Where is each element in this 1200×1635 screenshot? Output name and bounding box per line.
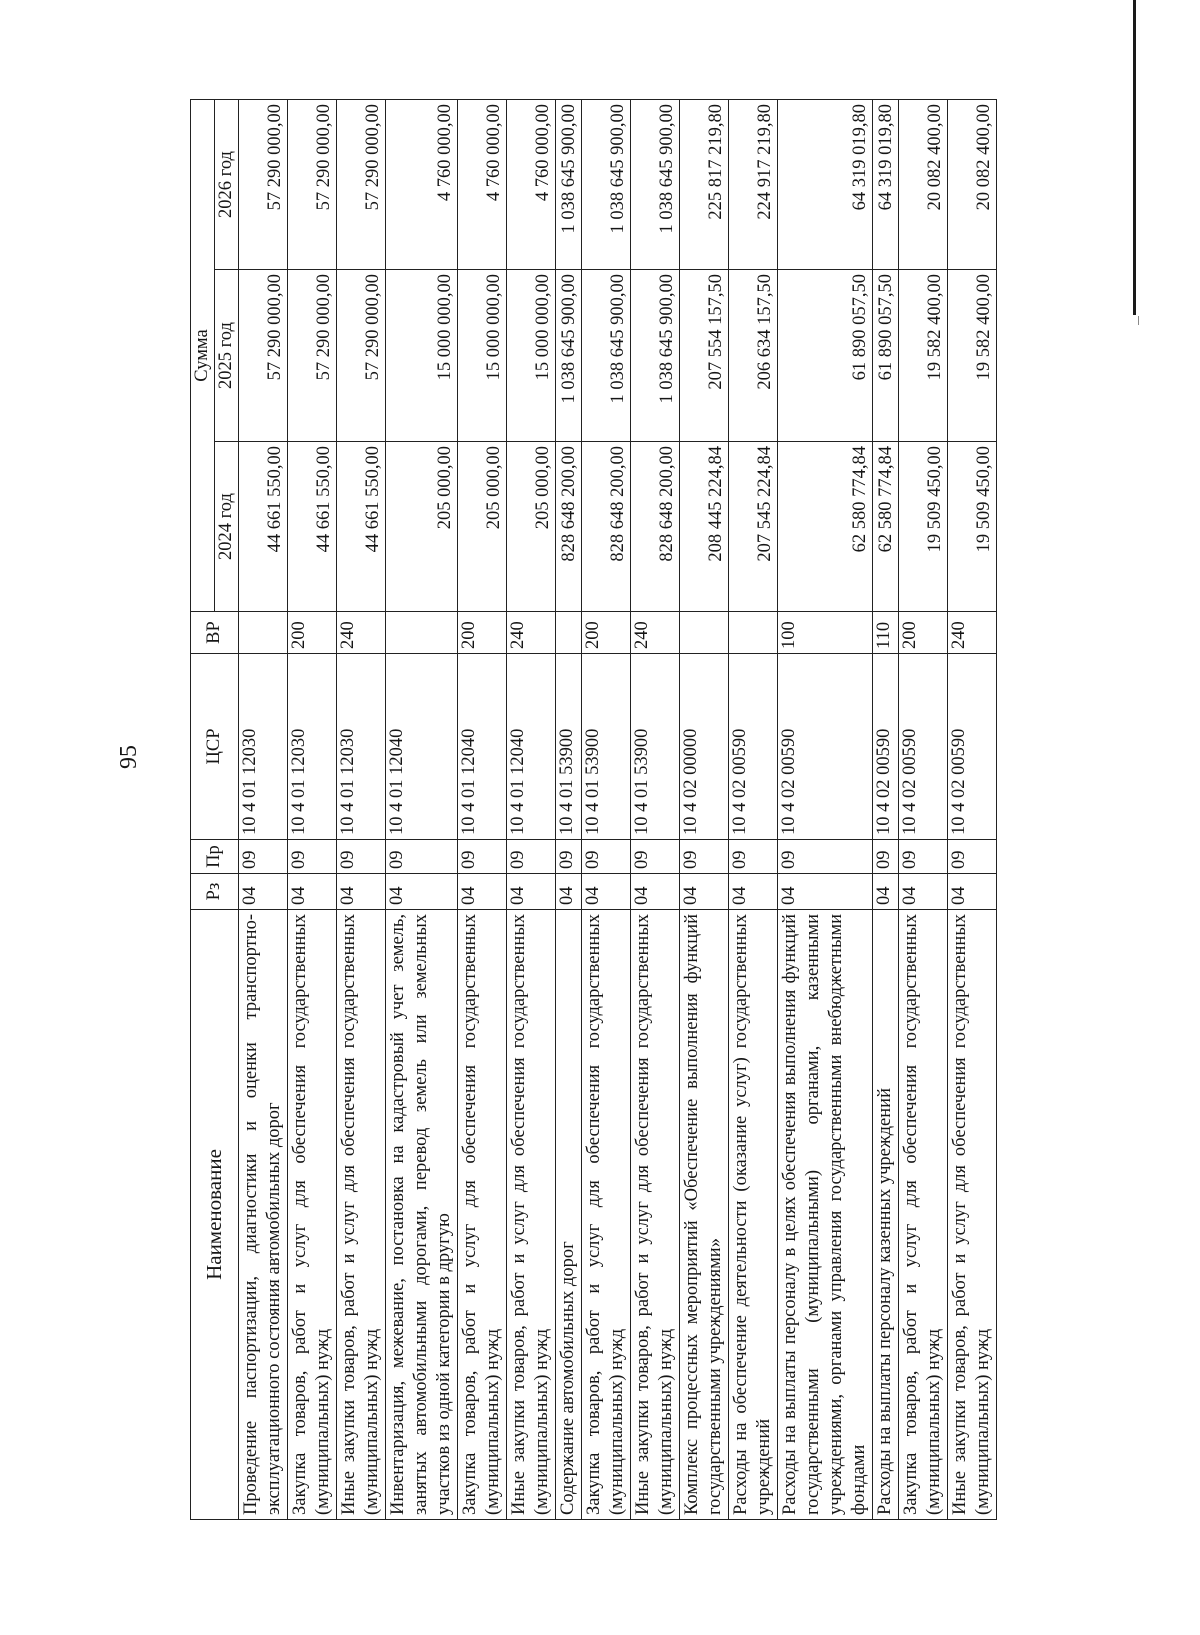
table-row: [386, 99, 458, 1519]
binding-tick: [1138, 316, 1139, 325]
row-pr: 09: [873, 840, 899, 874]
table-row: [680, 99, 729, 1519]
row-vr: 110: [873, 612, 899, 654]
binding-line: [1133, 0, 1136, 315]
row-name: Проведение паспортизации, диагностики и оценки транспортно-эксплуатационного состояния автомобильных дорог: [239, 910, 288, 1520]
row-pr: 09: [556, 840, 582, 874]
header-2026: 2026 год: [215, 99, 239, 269]
row-amount-2026: 64 319 019,80: [778, 99, 873, 269]
row-pr: 09: [288, 840, 337, 874]
row-amount-2025: 61 890 057,50: [778, 270, 873, 442]
row-csr: 10 4 01 53900: [631, 654, 680, 840]
rotated-table-sheet: [190, 99, 997, 1520]
row-amount-2025: 15 000 000,00: [507, 270, 556, 442]
row-pr: 09: [729, 840, 778, 874]
row-vr: 240: [507, 612, 556, 654]
row-amount-2026: 1 038 645 900,00: [631, 99, 680, 269]
table-row: [507, 99, 556, 1519]
row-name: Иные закупки товаров, работ и услуг для обеспечения государственных (муниципальных) нужд: [948, 910, 997, 1520]
header-sum: Сумма: [191, 99, 215, 611]
row-amount-2024: 205 000,00: [386, 442, 458, 612]
row-amount-2026: 64 319 019,80: [873, 99, 899, 269]
row-csr: 10 4 02 00590: [873, 654, 899, 840]
row-name: Закупка товаров, работ и услуг для обеспечения государственных (муниципальных) нужд: [899, 910, 948, 1520]
row-vr: [239, 612, 288, 654]
row-name: Инвентаризация, межевание, постановка на кадастровый учет земель, занятых автомобильными дорогами, перевод земель или земельных участков из одной категории в другую: [386, 910, 458, 1520]
row-vr: 200: [288, 612, 337, 654]
row-amount-2024: 62 580 774,84: [873, 442, 899, 612]
row-amount-2024: 44 661 550,00: [239, 442, 288, 612]
row-amount-2026: 1 038 645 900,00: [556, 99, 582, 269]
row-amount-2025: 19 582 400,00: [948, 270, 997, 442]
row-amount-2025: 1 038 645 900,00: [631, 270, 680, 442]
row-name: Расходы на выплаты персоналу в целях обеспечения выполнения функций государственными (муниципальными) органами, казенными учреждениями, органами управления государственными внебюджетными фондами: [778, 910, 873, 1520]
row-amount-2024: 19 509 450,00: [948, 442, 997, 612]
table-row: [778, 99, 873, 1519]
row-amount-2026: 1 038 645 900,00: [582, 99, 631, 269]
row-amount-2024: 62 580 774,84: [778, 442, 873, 612]
row-pr: 09: [458, 840, 507, 874]
row-csr: 10 4 01 12040: [458, 654, 507, 840]
row-pr: 09: [899, 840, 948, 874]
header-2025: 2025 год: [215, 270, 239, 442]
row-csr: 10 4 01 12040: [507, 654, 556, 840]
table-row: [631, 99, 680, 1519]
row-amount-2025: 19 582 400,00: [899, 270, 948, 442]
row-pr: 09: [337, 840, 386, 874]
row-amount-2024: 19 509 450,00: [899, 442, 948, 612]
row-rz: 04: [582, 874, 631, 910]
row-amount-2025: 15 000 000,00: [458, 270, 507, 442]
row-pr: 09: [680, 840, 729, 874]
row-name: Иные закупки товаров, работ и услуг для обеспечения государственных (муниципальных) нужд: [631, 910, 680, 1520]
row-rz: 04: [507, 874, 556, 910]
row-csr: 10 4 01 12030: [337, 654, 386, 840]
row-csr: 10 4 01 53900: [556, 654, 582, 840]
row-rz: 04: [288, 874, 337, 910]
row-vr: 100: [778, 612, 873, 654]
row-pr: 09: [582, 840, 631, 874]
row-rz: 04: [729, 874, 778, 910]
row-amount-2024: 828 648 200,00: [631, 442, 680, 612]
row-pr: 09: [948, 840, 997, 874]
row-amount-2025: 1 038 645 900,00: [556, 270, 582, 442]
row-csr: 10 4 02 00590: [778, 654, 873, 840]
row-csr: 10 4 02 00590: [729, 654, 778, 840]
row-vr: 240: [337, 612, 386, 654]
table-row: [458, 99, 507, 1519]
header-2024: 2024 год: [215, 442, 239, 612]
row-name: Закупка товаров, работ и услуг для обеспечения государственных (муниципальных) нужд: [458, 910, 507, 1520]
row-csr: 10 4 01 12040: [386, 654, 458, 840]
row-amount-2024: 828 648 200,00: [582, 442, 631, 612]
row-amount-2024: 44 661 550,00: [288, 442, 337, 612]
row-amount-2024: 44 661 550,00: [337, 442, 386, 612]
table-row: [873, 99, 899, 1519]
row-name: Расходы на выплаты персоналу казенных учреждений: [873, 910, 899, 1520]
row-amount-2025: 57 290 000,00: [288, 270, 337, 442]
row-amount-2025: 1 038 645 900,00: [582, 270, 631, 442]
row-amount-2026: 20 082 400,00: [948, 99, 997, 269]
row-pr: 09: [507, 840, 556, 874]
row-rz: 04: [631, 874, 680, 910]
table-row: [288, 99, 337, 1519]
row-name: Иные закупки товаров, работ и услуг для обеспечения государственных (муниципальных) нужд: [507, 910, 556, 1520]
row-vr: [556, 612, 582, 654]
row-rz: 04: [899, 874, 948, 910]
row-vr: 200: [458, 612, 507, 654]
row-amount-2026: 224 917 219,80: [729, 99, 778, 269]
row-amount-2024: 208 445 224,84: [680, 442, 729, 612]
header-vr: ВР: [191, 612, 239, 654]
table-row: [899, 99, 948, 1519]
table-row: [337, 99, 386, 1519]
header-pr: Пр: [191, 840, 239, 874]
row-rz: 04: [386, 874, 458, 910]
row-rz: 04: [556, 874, 582, 910]
row-amount-2024: 205 000,00: [458, 442, 507, 612]
row-rz: 04: [948, 874, 997, 910]
table-row: [729, 99, 778, 1519]
row-rz: 04: [458, 874, 507, 910]
row-amount-2026: 225 817 219,80: [680, 99, 729, 269]
row-pr: 09: [239, 840, 288, 874]
row-amount-2025: 57 290 000,00: [337, 270, 386, 442]
row-name: Иные закупки товаров, работ и услуг для обеспечения государственных (муниципальных) нужд: [337, 910, 386, 1520]
row-name: Комплекс процессных мероприятий «Обеспечение выполнения функций государственными учреждениями»: [680, 910, 729, 1520]
header-rz: Рз: [191, 874, 239, 910]
row-amount-2026: 57 290 000,00: [239, 99, 288, 269]
row-amount-2026: 4 760 000,00: [458, 99, 507, 269]
header-row-1: [191, 99, 215, 1519]
row-csr: 10 4 01 12030: [288, 654, 337, 840]
row-amount-2024: 205 000,00: [507, 442, 556, 612]
row-amount-2026: 57 290 000,00: [288, 99, 337, 269]
row-vr: [729, 612, 778, 654]
row-amount-2025: 15 000 000,00: [386, 270, 458, 442]
table-row: [582, 99, 631, 1519]
row-vr: [680, 612, 729, 654]
row-pr: 09: [631, 840, 680, 874]
row-vr: 240: [948, 612, 997, 654]
row-amount-2025: 61 890 057,50: [873, 270, 899, 442]
row-csr: 10 4 02 00590: [948, 654, 997, 840]
row-name: Содержание автомобильных дорог: [556, 910, 582, 1520]
row-amount-2026: 20 082 400,00: [899, 99, 948, 269]
row-vr: 240: [631, 612, 680, 654]
row-rz: 04: [680, 874, 729, 910]
row-amount-2025: 206 634 157,50: [729, 270, 778, 442]
header-csr: ЦСР: [191, 654, 239, 840]
page-number: 95: [116, 745, 142, 769]
row-rz: 04: [873, 874, 899, 910]
row-pr: 09: [778, 840, 873, 874]
row-pr: 09: [386, 840, 458, 874]
row-rz: 04: [778, 874, 873, 910]
table-row: [239, 99, 288, 1519]
budget-table: [190, 99, 997, 1520]
row-rz: 04: [239, 874, 288, 910]
row-name: Закупка товаров, работ и услуг для обеспечения государственных (муниципальных) нужд: [582, 910, 631, 1520]
row-csr: 10 4 02 00590: [899, 654, 948, 840]
row-amount-2025: 57 290 000,00: [239, 270, 288, 442]
row-amount-2024: 828 648 200,00: [556, 442, 582, 612]
row-amount-2025: 207 554 157,50: [680, 270, 729, 442]
row-vr: 200: [582, 612, 631, 654]
row-rz: 04: [337, 874, 386, 910]
row-name: Расходы на обеспечение деятельности (оказание услуг) государственных учреждений: [729, 910, 778, 1520]
row-csr: 10 4 02 00000: [680, 654, 729, 840]
row-name: Закупка товаров, работ и услуг для обеспечения государственных (муниципальных) нужд: [288, 910, 337, 1520]
table-row: [556, 99, 582, 1519]
row-amount-2026: 4 760 000,00: [507, 99, 556, 269]
row-vr: 200: [899, 612, 948, 654]
row-amount-2026: 57 290 000,00: [337, 99, 386, 269]
header-name: Наименование: [191, 910, 239, 1520]
row-csr: 10 4 01 53900: [582, 654, 631, 840]
row-amount-2026: 4 760 000,00: [386, 99, 458, 269]
row-amount-2024: 207 545 224,84: [729, 442, 778, 612]
table-body: [239, 99, 997, 1519]
table-row: [948, 99, 997, 1519]
row-vr: [386, 612, 458, 654]
row-csr: 10 4 01 12030: [239, 654, 288, 840]
